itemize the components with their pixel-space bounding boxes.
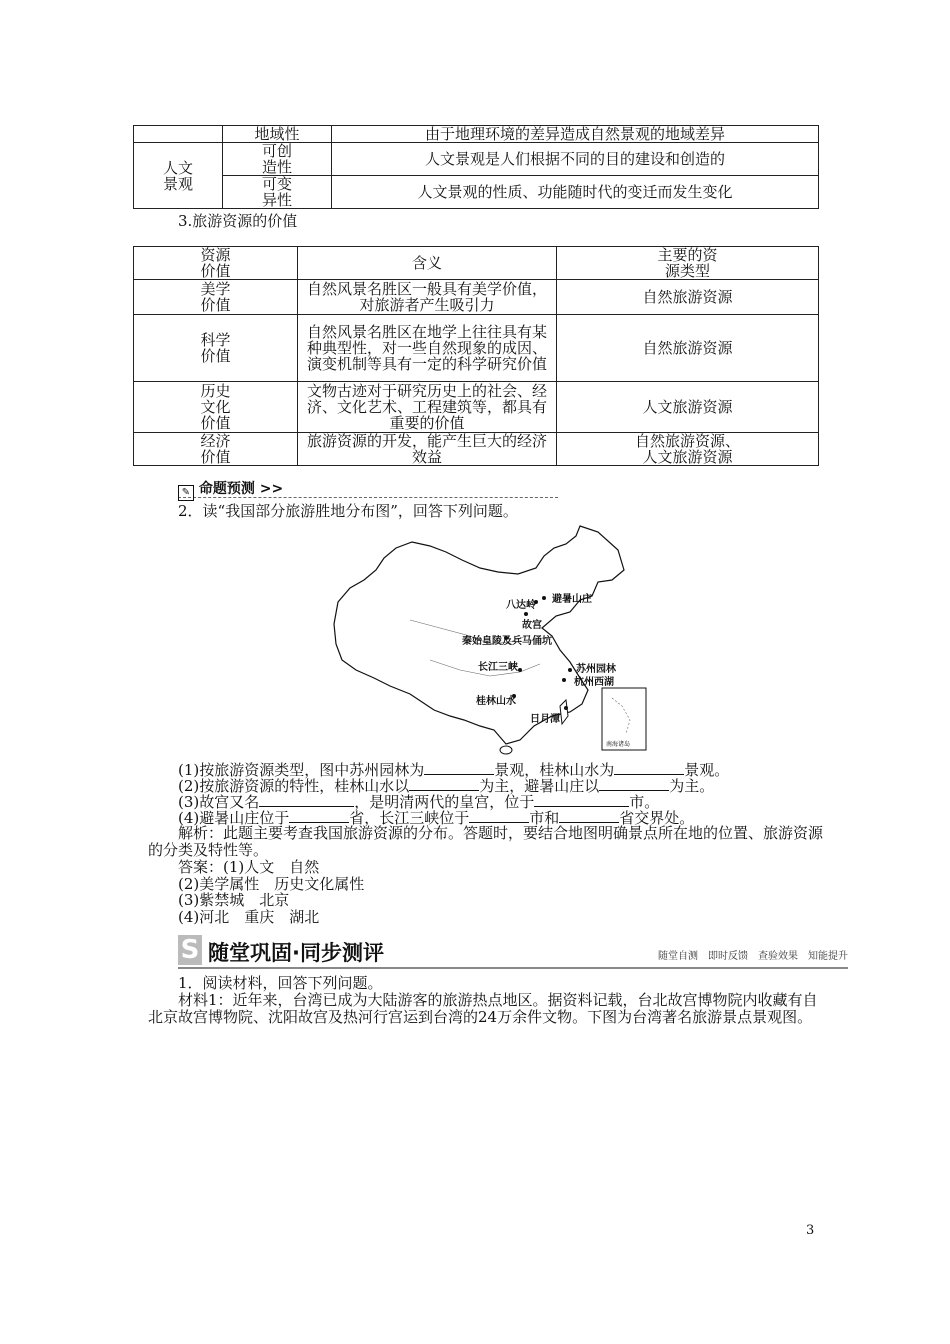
table-cell: 自然旅游资源、人文旅游资源 (557, 433, 819, 466)
q1-material: 材料1：近年来，台湾已成为大陆游客的旅游热点地区。据资料记载，台北故宫博物院内收藏有自北京故宫博物院、沈阳故宫及热河行宫运到台湾的24万余件文物。下图为台湾著名旅游景点景观图。 (148, 991, 818, 1026)
china-tourism-map (330, 520, 650, 755)
map-label: 八达岭 (506, 600, 536, 611)
map-label: 故宫 (522, 620, 542, 631)
resource-value-table (133, 246, 819, 466)
section-tags: 随堂自测 即时反馈 查验效果 知能提升 (658, 951, 848, 962)
table-cell: 历史文化价值 (134, 382, 298, 433)
table-cell: 由于地理环境的差异造成自然景观的地域差异 (332, 126, 819, 143)
section-title: 随堂巩固·同步测评 (208, 941, 384, 965)
table-cell: 人文景观 (134, 143, 223, 209)
map-label: 桂林山水 (476, 696, 516, 707)
q2-sub2: (2)按旅游资源的特性，桂林山水以 为主，避暑山庄以 为主。 (178, 777, 715, 795)
table-cell: 可变异性 (223, 176, 332, 209)
table-cell: 自然风景名胜区一般具有美学价值，对旅游者产生吸引力 (298, 280, 557, 315)
table-header: 含义 (298, 247, 557, 280)
table-cell: 旅游资源的开发，能产生巨大的经济效益 (298, 433, 557, 466)
hainan-island (500, 746, 512, 754)
q1-stem: 1．阅读材料，回答下列问题。 (178, 974, 383, 992)
map-label: 秦始皇陵及兵马俑坑 (462, 636, 552, 647)
map-label: 长江三峡 (478, 662, 518, 673)
table-header: 主要的资源类型 (557, 247, 819, 280)
q2-stem: 2．读“我国部分旅游胜地分布图”，回答下列问题。 (178, 502, 518, 520)
table-cell: 可创造性 (223, 143, 332, 176)
q2-sub1: (1)按旅游资源类型，图中苏州园林为 景观，桂林山水为 景观。 (178, 761, 730, 779)
q2-answer-3: (3)紫禁城 北京 (178, 891, 290, 909)
q2-answer-1: 答案：(1)人文 自然 (178, 858, 320, 876)
table-cell: 地域性 (223, 126, 332, 143)
table-cell: 人文旅游资源 (557, 382, 819, 433)
table-cell: 自然风景名胜区在地学上往往具有某种典型性，对一些自然现象的成因、演变机制等具有一定的科学研究价值 (298, 315, 557, 382)
map-label: 避暑山庄 (552, 594, 592, 605)
map-label: 苏州园林 (576, 664, 616, 675)
table-cell: 科学价值 (134, 315, 298, 382)
q2-sub3: (3)故宫又名 ，是明清两代的皇宫，位于 市。 (178, 793, 660, 811)
forecast-header: ✎ 命题预测 >> (178, 478, 283, 501)
table-cell: 美学价值 (134, 280, 298, 315)
table-header: 资源价值 (134, 247, 298, 280)
map-label: 杭州西湖 (574, 677, 614, 688)
table-cell: 自然旅游资源 (557, 280, 819, 315)
map-label: 南海诸岛 (606, 741, 631, 748)
table-cell: 文物古迹对于研究历史上的社会、经济、文化艺术、工程建筑等，都具有重要的价值 (298, 382, 557, 433)
map-label: 日月潭 (530, 714, 560, 725)
table-cell: 人文景观的性质、功能随时代的变迁而发生变化 (332, 176, 819, 209)
q2-answer-4: (4)河北 重庆 湖北 (178, 908, 320, 926)
table-cell: 人文景观是人们根据不同的目的建设和创造的 (332, 143, 819, 176)
table-cell: 自然旅游资源 (557, 315, 819, 382)
table-cell: 经济价值 (134, 433, 298, 466)
china-outline (334, 526, 624, 744)
section-letter-badge: S (178, 935, 202, 965)
table-cell (134, 126, 223, 143)
q2-sub4: (4)避暑山庄位于 省，长江三峡位于 市和 省交界处。 (178, 809, 695, 827)
section-3-title: 3.旅游资源的价值 (178, 212, 298, 230)
section-banner (178, 933, 848, 969)
q2-answer-2: (2)美学属性 历史文化属性 (178, 875, 365, 893)
q2-analysis: 解析：此题主要考查我国旅游资源的分布。答题时，要结合地图明确景点所在地的位置、旅游资源的分类及特性等。 (148, 824, 824, 859)
page-number: 3 (806, 1223, 815, 1238)
landscape-features-table (133, 125, 819, 209)
pencil-icon: ✎ (178, 485, 194, 501)
